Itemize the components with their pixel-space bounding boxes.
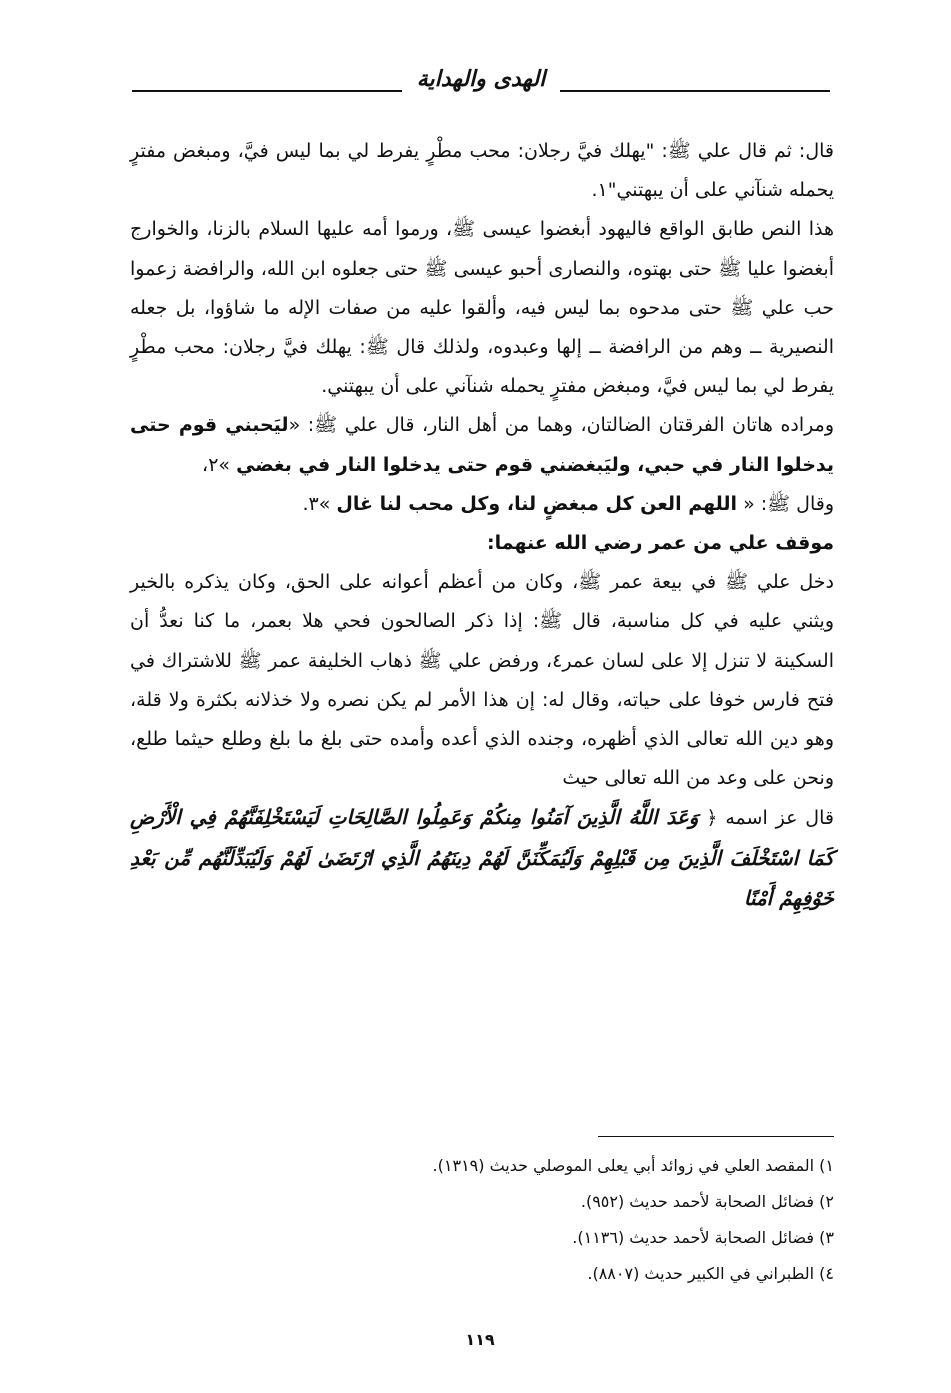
paragraph-2: هذا النص طابق الواقع فاليهود أبغضوا عيسى ﷺ، ورموا أمه عليها السلام بالزنا، والخوارج أبغضوا عليا ﷺ حتى بهتوه، والنصارى أحبو عيسى ﷺ حتى جعلوه ابن الله، والرافضة زعموا حب علي ﷺ حتى مدحوه بما ليس فيه، وألقوا عليه من صفات الإله ما شاؤوا، بل جعله النصيرية ــ وهم من الرافضة ــ إلها وعبدوه، ولذلك قال ﷺ: يهلك فيَّ رجلان: محب مطْرٍ يفرط لي بما ليس فيَّ، ومبغض مفترٍ يحمله شنآني على أن يبهتني. xyxy=(130,218,834,398)
body-text xyxy=(130,132,834,919)
paragraph-4-prefix: وقال ﷺ: « xyxy=(737,492,834,515)
running-header-title: الهدى والهداية xyxy=(416,66,546,92)
paragraph-5: دخل علي ﷺ في بيعة عمر ﷺ، وكان من أعظم أعوانه على الحق، وكان يذكره بالخير ويثني عليه في كل مناسبة، قال ﷺ: إذا ذكر الصالحون فحي هلا بعمر، ما كنا نعدُّ أن السكينة لا تنزل إلا على لسان عمر٤، ورفض علي ﷺ ذهاب الخليفة عمر ﷺ للاشتراك في فتح فارس خوفا على حياته، وقال له: إن هذا الأمر لم يكن نصره ولا خذلانه بكثرة ولا قلة، وهو دين الله تعالى الذي أظهره، وجنده الذي أعده وأمده حتى بلغ ما بلغ وطلع حيثما طلع، ونحن على وعد من الله تعالى حيث xyxy=(130,571,834,790)
paragraph-4-suffix: »٣. xyxy=(302,492,337,515)
paragraph-6-prefix: قال عز اسمه ﴿ xyxy=(698,807,834,830)
footnote-3: ٣) فضائل الصحابة لأحمد حديث (١١٣٦). xyxy=(572,1228,834,1247)
paragraph-3-prefix: ومراده هاتان الفرقتان الضالتان، وهما من أهل النار، قال علي ﷺ: « xyxy=(288,414,835,437)
quran-verse: وَعَدَ اللَّهُ الَّذِينَ آمَنُوا مِنكُمْ وَعَمِلُوا الصَّالِحَاتِ لَيَسْتَخْلِفَنَّهُمْ فِي الْأَرْضِ كَمَا اسْتَخْلَفَ الَّذِينَ مِن قَبْلِهِمْ وَلَيُمَكِّنَنَّ لَهُمْ دِينَهُمُ الَّذِي ارْتَضَىٰ لَهُمْ وَلَيُبَدِّلَنَّهُم مِّن بَعْدِ خَوْفِهِمْ أَمْنًا xyxy=(130,805,834,910)
header-rule-left xyxy=(132,90,402,92)
footnote-separator xyxy=(598,1136,834,1137)
paragraph-3-suffix: »٢، xyxy=(202,453,237,476)
paragraph-4 xyxy=(130,485,834,524)
footnotes xyxy=(300,1148,834,1292)
hadith-quote-1: ليَحبني قوم حتى يدخلوا النار في حبي، وليَبغضني قوم حتى يدخلوا النار في بغضي xyxy=(130,414,834,476)
paragraph-3 xyxy=(130,406,834,484)
footnote-1: ١) المقصد العلي في زوائد أبي يعلى الموصلي حديث (١٣١٩). xyxy=(432,1156,834,1175)
header-rule-right xyxy=(560,90,830,92)
paragraph-1: قال: ثم قال علي ﷺ: "يهلك فيَّ رجلان: محب مطْرٍ يفرط لي بما ليس فيَّ، ومبغض مفترٍ يحمله شنآني على أن يبهتني"١. xyxy=(130,140,834,202)
page-number: ١١٩ xyxy=(465,1330,495,1349)
footnote-4: ٤) الطبراني في الكبير حديث (٨٨٠٧). xyxy=(587,1264,834,1283)
paragraph-6 xyxy=(130,798,834,919)
section-heading: موقف علي من عمر رضي الله عنهما: xyxy=(487,532,834,555)
hadith-quote-2: اللهم العن كل مبغضٍ لنا، وكل محب لنا غال xyxy=(336,492,738,515)
footnote-2: ٢) فضائل الصحابة لأحمد حديث (٩٥٢). xyxy=(580,1192,834,1211)
